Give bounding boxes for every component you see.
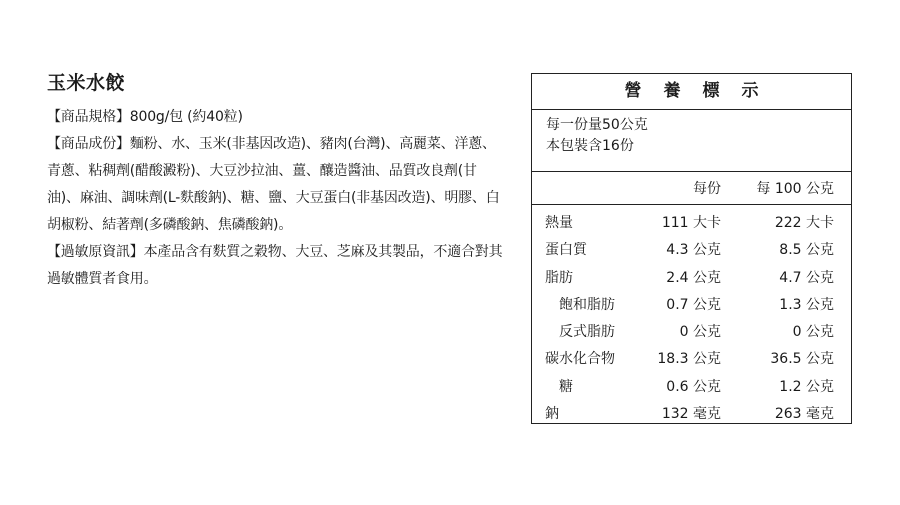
product-spec: 【商品規格】800g/包 (約40粒) (47, 109, 243, 125)
nutrient-name: 蛋白質 (545, 242, 587, 259)
nutrient-per-100g: 222 大卡 (774, 215, 834, 231)
product-ingredients: 【商品成份】麵粉、水、玉米(非基因改造)、豬肉(台灣)、高麗菜、洋蔥、青蔥、粘稠劑(醋酸澱粉)、大豆沙拉油、薑、釀造醬油、品質改良劑(甘油)、麻油、調味劑(L-麩酸鈉)、糖、鹽、大豆蛋白(非基因改造)、明膠、白胡椒粉、結著劑(多磷酸鈉、焦磷酸鈉)。 (47, 136, 500, 233)
nutrient-per-100g: 1.2 公克 (779, 378, 834, 395)
nutrient-per-100g: 36.5 公克 (770, 351, 834, 368)
nutrition-row (532, 264, 851, 291)
serving-info (532, 110, 851, 172)
nutrient-per-serving: 4.3 公克 (666, 242, 721, 259)
nutrient-per-100g: 263 毫克 (774, 406, 834, 423)
nutrient-per-serving: 0.7 公克 (666, 296, 721, 313)
nutrition-row (532, 318, 851, 345)
nutrient-per-serving: 18.3 公克 (657, 351, 721, 368)
product-info (47, 70, 507, 293)
nutrient-name: 脂肪 (545, 269, 573, 286)
header-per-100g: 每 100 公克 (756, 181, 834, 197)
nutrition-row (532, 291, 851, 318)
product-allergen-info: 【過敏原資訊】本產品含有麩質之穀物、大豆、芝麻及其製品，不適合對其過敏體質者食用。 (47, 244, 503, 287)
nutrient-per-100g: 4.7 公克 (779, 269, 834, 286)
nutrition-row (532, 236, 851, 263)
nutrient-name: 鈉 (545, 406, 559, 423)
nutrient-name: 碳水化合物 (545, 351, 615, 368)
nutrition-row (532, 209, 851, 236)
nutrient-name: 反式脂肪 (559, 324, 615, 341)
nutrient-per-100g: 0 公克 (792, 324, 834, 341)
nutrient-per-serving: 111 大卡 (661, 215, 721, 231)
nutrient-per-serving: 2.4 公克 (666, 269, 721, 286)
nutrient-name: 糖 (559, 378, 573, 395)
product-title: 玉米水餃 (47, 72, 126, 94)
nutrition-title: 營養標示 (532, 74, 851, 110)
nutrient-name: 熱量 (545, 215, 573, 231)
nutrition-rows (532, 205, 851, 427)
nutrient-per-100g: 1.3 公克 (779, 296, 834, 313)
nutrient-per-serving: 0 公克 (679, 324, 721, 341)
servings-per-package: 本包裝含16份 (546, 138, 634, 154)
nutrient-per-serving: 0.6 公克 (666, 378, 721, 395)
nutrient-per-100g: 8.5 公克 (779, 242, 834, 259)
nutrient-per-serving: 132 毫克 (661, 406, 721, 423)
nutrition-row (532, 400, 851, 427)
serving-size: 每一份量50公克 (546, 117, 648, 133)
nutrition-row (532, 345, 851, 372)
nutrition-facts-table (531, 73, 852, 424)
nutrition-row (532, 373, 851, 400)
header-per-serving: 每份 (693, 181, 721, 197)
nutrition-header-row (532, 172, 851, 205)
nutrient-name: 飽和脂肪 (559, 296, 615, 313)
